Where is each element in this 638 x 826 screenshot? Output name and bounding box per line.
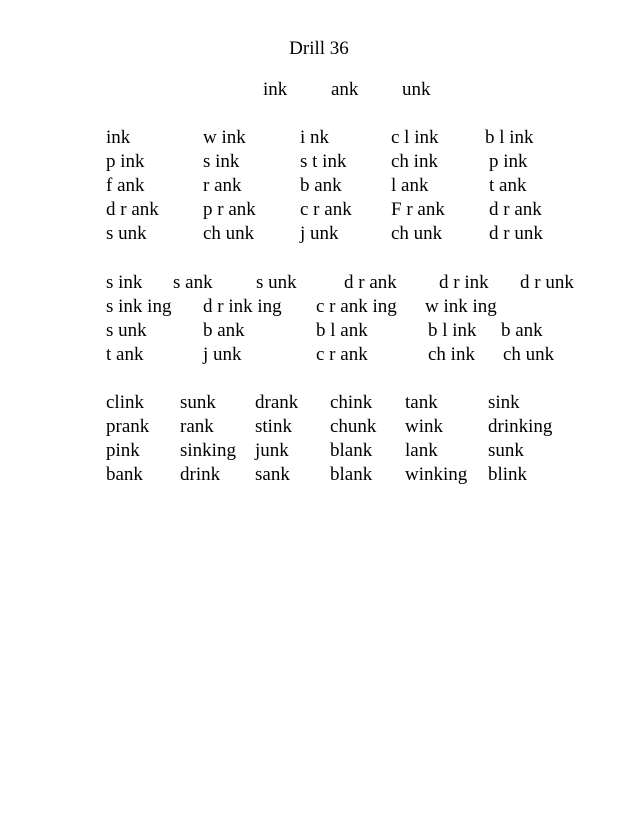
drill-word: f ank xyxy=(106,175,145,196)
drill-word: s ink xyxy=(203,151,240,172)
drill-word: sunk xyxy=(488,440,524,461)
pattern-unk: unk xyxy=(402,79,431,100)
drill-word: p r ank xyxy=(203,199,256,220)
drill-word: l ank xyxy=(391,175,429,196)
drill-word: ch ink xyxy=(428,344,475,365)
drill-word: drinking xyxy=(488,416,553,437)
drill-word: j unk xyxy=(203,344,242,365)
drill-word: b ank xyxy=(300,175,342,196)
drill-word: b ank xyxy=(203,320,245,341)
drill-word: t ank xyxy=(106,344,144,365)
drill-word: p ink xyxy=(106,151,145,172)
drill-word: s ink xyxy=(106,272,143,293)
drill-word: d r ink ing xyxy=(203,296,282,317)
drill-word: s t ink xyxy=(300,151,347,172)
drill-word: drink xyxy=(180,464,221,485)
drill-word: ch unk xyxy=(503,344,555,365)
drill-word: c r ank xyxy=(316,344,368,365)
drill-word: bank xyxy=(106,464,143,485)
drill-word: drank xyxy=(255,392,299,413)
drill-word: wink xyxy=(405,416,443,437)
drill-word: b l ink xyxy=(485,127,534,148)
drill-word: junk xyxy=(255,440,289,461)
drill-word: blank xyxy=(330,464,373,485)
pattern-ank: ank xyxy=(331,79,359,100)
drill-word: prank xyxy=(106,416,150,437)
drill-word: tank xyxy=(405,392,438,413)
drill-word: s ank xyxy=(173,272,213,293)
drill-word: blank xyxy=(330,440,373,461)
drill-word: F r ank xyxy=(391,199,445,220)
drill-word: lank xyxy=(405,440,438,461)
drill-word: r ank xyxy=(203,175,242,196)
drill-word: ch unk xyxy=(203,223,255,244)
drill-word: sinking xyxy=(180,440,236,461)
drill-word: s unk xyxy=(256,272,297,293)
drill-word: i nk xyxy=(300,127,330,148)
drill-word: b l ank xyxy=(316,320,368,341)
page-title: Drill 36 xyxy=(289,38,349,59)
drill-word: c r ank ing xyxy=(316,296,397,317)
drill-word: chink xyxy=(330,392,373,413)
drill-word: t ank xyxy=(489,175,527,196)
drill-word: d r ank xyxy=(106,199,159,220)
drill-word: ch unk xyxy=(391,223,443,244)
drill-word: chunk xyxy=(330,416,377,437)
drill-word: d r ink xyxy=(439,272,489,293)
drill-word: pink xyxy=(106,440,140,461)
drill-word: b l ink xyxy=(428,320,477,341)
drill-word: s unk xyxy=(106,223,147,244)
drill-word: clink xyxy=(106,392,144,413)
drill-word: s ink ing xyxy=(106,296,172,317)
drill-word: c l ink xyxy=(391,127,439,148)
drill-word: blink xyxy=(488,464,528,485)
drill-word: p ink xyxy=(489,151,528,172)
drill-word: d r unk xyxy=(489,223,543,244)
drill-word: sank xyxy=(255,464,290,485)
drill-word: rank xyxy=(180,416,214,437)
drill-word: s unk xyxy=(106,320,147,341)
drill-word: b ank xyxy=(501,320,543,341)
drill-word: d r unk xyxy=(520,272,574,293)
drill-word: stink xyxy=(255,416,292,437)
drill-word: ch ink xyxy=(391,151,438,172)
drill-word: d r ank xyxy=(489,199,542,220)
drill-word: w ink xyxy=(203,127,246,148)
drill-word: sink xyxy=(488,392,520,413)
drill-word: j unk xyxy=(300,223,339,244)
drill-word: d r ank xyxy=(344,272,397,293)
drill-word: ink xyxy=(106,127,131,148)
drill-word: c r ank xyxy=(300,199,352,220)
drill-word: w ink ing xyxy=(425,296,497,317)
pattern-ink: ink xyxy=(263,79,288,100)
drill-word: winking xyxy=(405,464,468,485)
drill-word: sunk xyxy=(180,392,216,413)
